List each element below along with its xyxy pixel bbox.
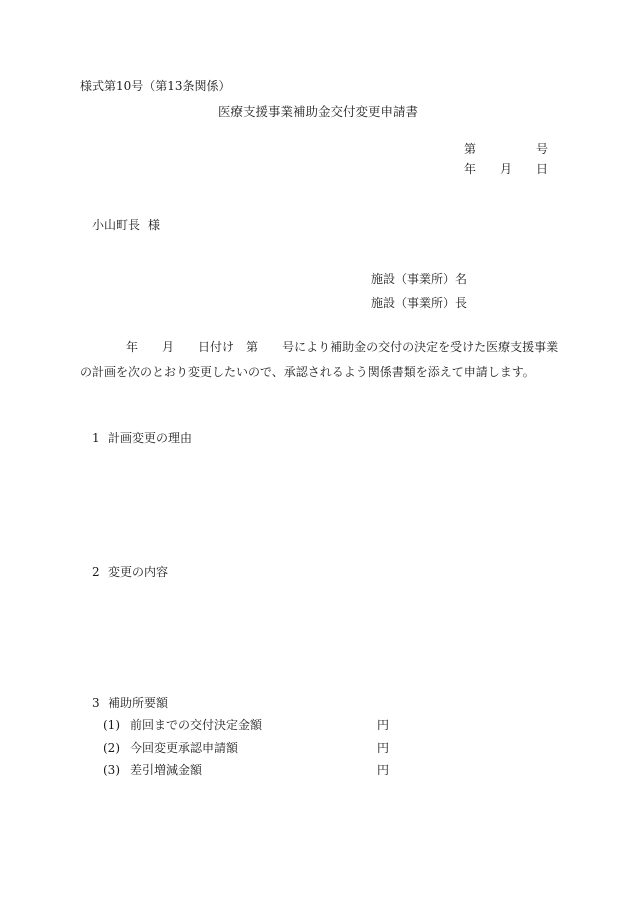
body-number-prefix: 第 xyxy=(246,340,259,354)
body-year: 年 xyxy=(126,340,139,354)
item-label: 差引増減金額 xyxy=(130,763,203,777)
addressee-name: 小山町長 xyxy=(92,218,141,232)
document-title: 医療支援事業補助金交付変更申請書 xyxy=(218,104,419,119)
section-number: 3 xyxy=(92,696,100,710)
section-3-heading xyxy=(92,697,168,709)
body-line-1 xyxy=(126,341,558,353)
addressee-honorific: 様 xyxy=(148,218,161,232)
subsidy-item-row xyxy=(0,742,630,758)
date-month: 月 xyxy=(500,162,513,176)
body-line-1-rest: 号により補助金の交付の決定を受けた医療支援事業 xyxy=(282,340,559,354)
item-number: (1) xyxy=(103,718,120,732)
item-unit: 円 xyxy=(377,741,390,755)
date-year: 年 xyxy=(464,162,477,176)
subsidy-item-row xyxy=(0,719,630,735)
item-label: 前回までの交付決定金額 xyxy=(130,718,263,732)
section-label: 計画変更の理由 xyxy=(108,431,193,445)
section-1-heading xyxy=(92,432,192,444)
item-unit: 円 xyxy=(377,718,390,732)
item-label: 今回変更承認申請額 xyxy=(130,741,239,755)
section-2-heading xyxy=(92,566,168,578)
section-label: 変更の内容 xyxy=(108,565,169,579)
body-dated: 日付け xyxy=(198,340,235,354)
subsidy-item-row xyxy=(0,764,630,780)
body-line-2: の計画を次のとおり変更したいので、承認されるよう関係書類を添えて申請します。 xyxy=(80,365,535,379)
body-month: 月 xyxy=(162,340,175,354)
item-number: (3) xyxy=(103,763,120,777)
section-number: 2 xyxy=(92,565,100,579)
section-number: 1 xyxy=(92,431,100,445)
date-day: 日 xyxy=(536,162,549,176)
facility-name-label: 施設（事業所）名 xyxy=(371,272,468,286)
item-unit: 円 xyxy=(377,763,390,777)
doc-number-suffix: 号 xyxy=(536,142,549,156)
doc-number-prefix: 第 xyxy=(464,142,477,156)
facility-head-label: 施設（事業所）長 xyxy=(371,296,468,310)
form-number: 様式第10号（第13条関係） xyxy=(80,79,231,93)
section-label: 補助所要額 xyxy=(108,696,169,710)
item-number: (2) xyxy=(103,741,120,755)
